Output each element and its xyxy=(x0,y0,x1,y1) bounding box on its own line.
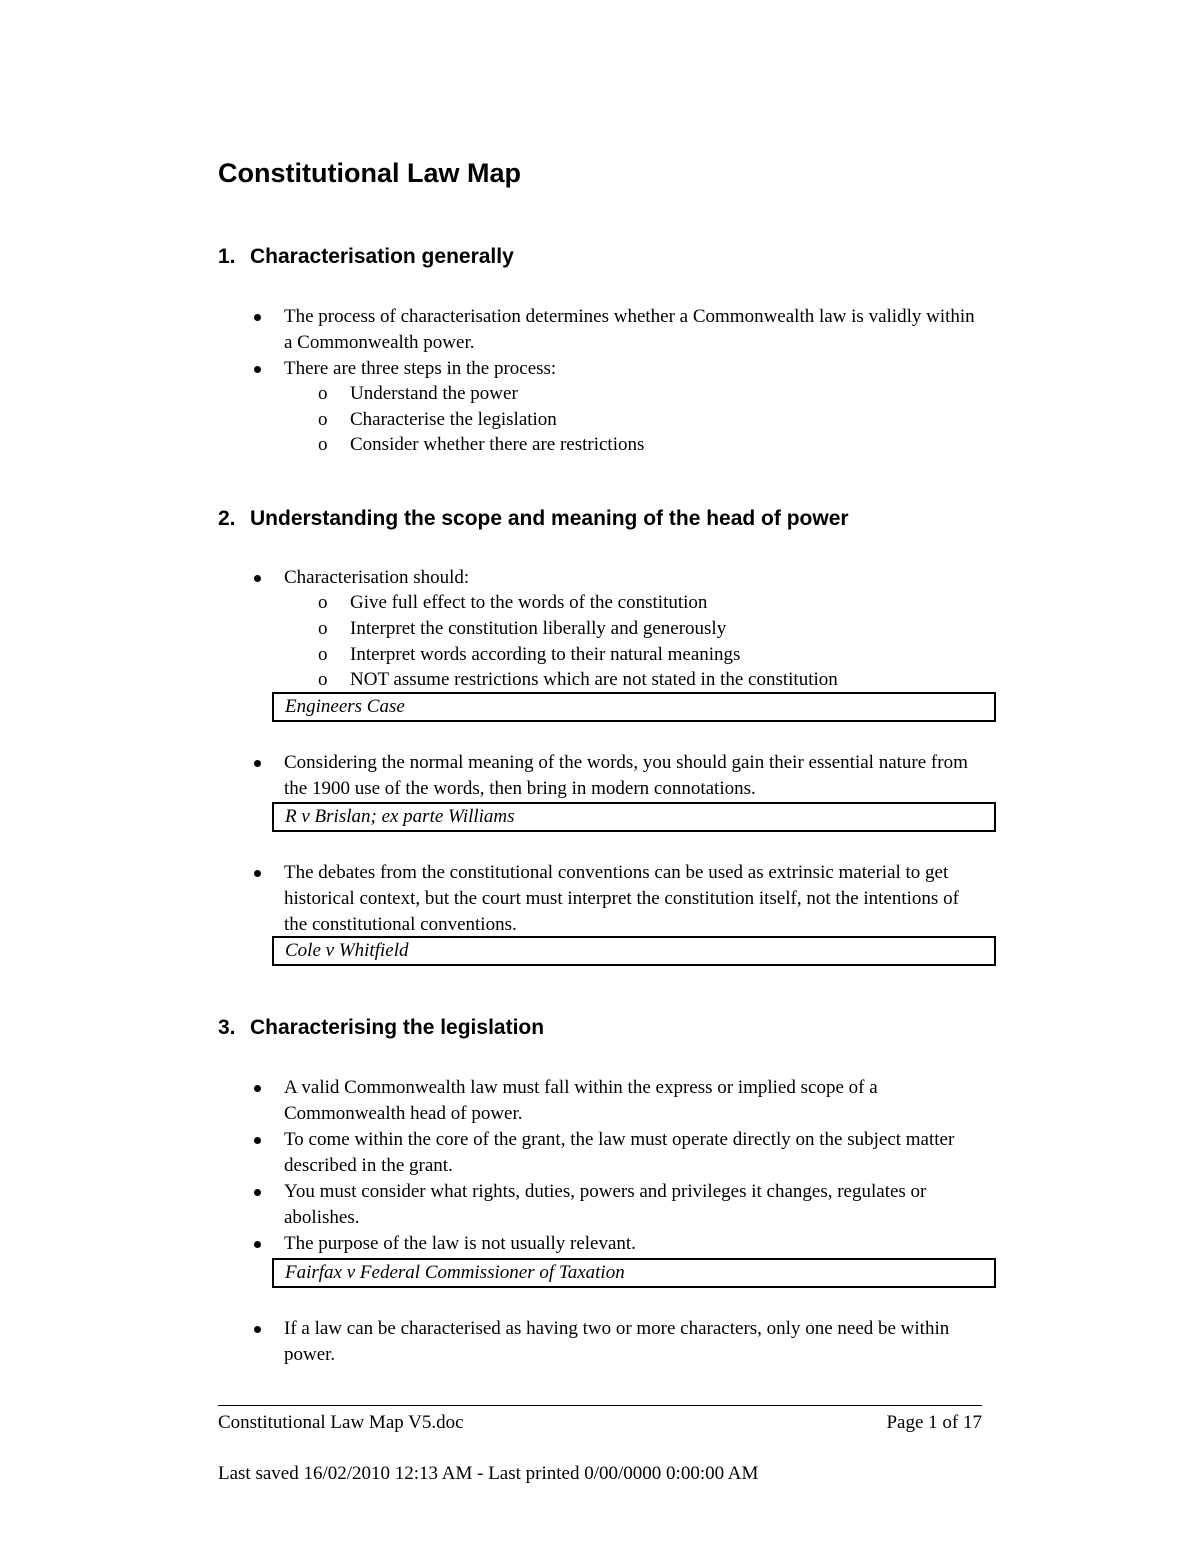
bullet-icon xyxy=(254,1189,261,1196)
bullet-icon xyxy=(254,366,261,373)
bullet-icon xyxy=(254,314,261,321)
bullet-icon xyxy=(254,1241,261,1248)
bullet-icon xyxy=(254,575,261,582)
case-reference: Fairfax v Federal Commissioner of Taxation xyxy=(272,1258,996,1288)
list-item: If a law can be characterised as having two or more characters, only one need be within power. xyxy=(254,1316,984,1368)
section-number: 3. xyxy=(218,1016,236,1039)
list-item: The purpose of the law is not usually relevant. xyxy=(254,1231,984,1257)
list-item: To come within the core of the grant, the law must operate directly on the subject matter described in the grant. xyxy=(254,1127,984,1179)
circle-bullet-icon: o xyxy=(318,409,328,430)
list-item: A valid Commonwealth law must fall within the express or implied scope of a Commonwealth head of power. xyxy=(254,1075,984,1127)
list-item: Characterisation should: xyxy=(254,565,984,591)
footer-divider xyxy=(218,1405,982,1406)
bullet-icon xyxy=(254,870,261,877)
circle-bullet-icon: o xyxy=(318,618,328,639)
sub-list-item: o Interpret words according to their natural meanings xyxy=(318,642,978,668)
case-reference: Engineers Case xyxy=(272,692,996,722)
section-number: 2. xyxy=(218,507,236,530)
footer-page-number: Page 1 of 17 xyxy=(886,1412,982,1433)
sub-list-item: o Interpret the constitution liberally and generously xyxy=(318,616,978,642)
circle-bullet-icon: o xyxy=(318,669,328,690)
section-heading-1 xyxy=(218,243,514,271)
sub-list-item: o Consider whether there are restrictions xyxy=(318,432,978,458)
section-number: 1. xyxy=(218,245,236,268)
list-item: Considering the normal meaning of the words, you should gain their essential nature from the 1900 use of the words, then bring in modern connotations. xyxy=(254,750,984,802)
sub-list-item: o Characterise the legislation xyxy=(318,407,978,433)
footer-filename: Constitutional Law Map V5.doc xyxy=(218,1412,464,1433)
bullet-icon xyxy=(254,1137,261,1144)
section-heading-2 xyxy=(218,505,849,533)
section-title: Characterisation generally xyxy=(250,245,514,268)
bullet-icon xyxy=(254,760,261,767)
sub-list-item: o Give full effect to the words of the constitution xyxy=(318,590,978,616)
circle-bullet-icon: o xyxy=(318,592,328,613)
list-item: The process of characterisation determines whether a Commonwealth law is validly within a Commonwealth power. xyxy=(254,304,984,356)
sub-list-item: o NOT assume restrictions which are not stated in the constitution xyxy=(318,667,978,693)
bullet-icon xyxy=(254,1326,261,1333)
circle-bullet-icon: o xyxy=(318,434,328,455)
sub-list-item: o Understand the power xyxy=(318,381,978,407)
list-item: There are three steps in the process: xyxy=(254,356,984,382)
document-title: Constitutional Law Map xyxy=(218,158,521,188)
list-item: You must consider what rights, duties, powers and privileges it changes, regulates or abolishes. xyxy=(254,1179,984,1231)
section-title: Characterising the legislation xyxy=(250,1016,545,1039)
list-item: The debates from the constitutional conventions can be used as extrinsic material to get historical context, but the court must interpret the constitution itself, not the intentions of the constitutional conventions. xyxy=(254,860,984,938)
section-title: Understanding the scope and meaning of the head of power xyxy=(250,507,849,530)
bullet-icon xyxy=(254,1085,261,1092)
footer-saved-info: Last saved 16/02/2010 12:13 AM - Last printed 0/00/0000 0:00:00 AM xyxy=(218,1463,759,1484)
section-heading-3 xyxy=(218,1014,544,1042)
circle-bullet-icon: o xyxy=(318,383,328,404)
case-reference: Cole v Whitfield xyxy=(272,936,996,966)
circle-bullet-icon: o xyxy=(318,644,328,665)
case-reference: R v Brislan; ex parte Williams xyxy=(272,802,996,832)
